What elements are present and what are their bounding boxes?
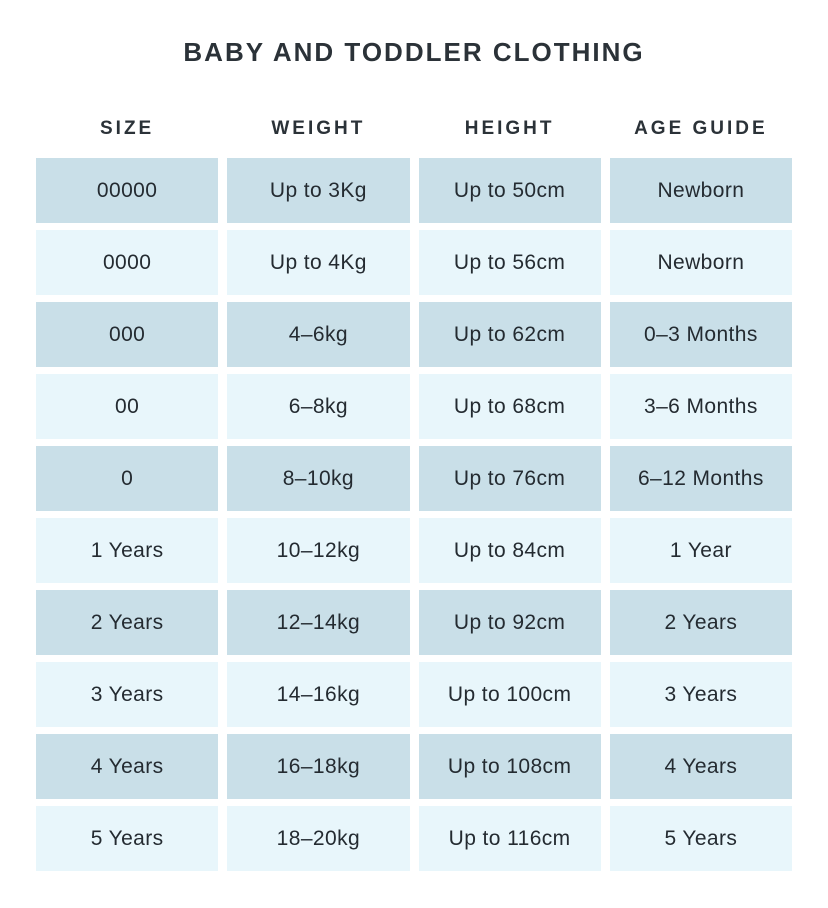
table-cell: 3–6 Months bbox=[610, 374, 792, 439]
table-cell: 0000 bbox=[36, 230, 218, 295]
table-cell: 0–3 Months bbox=[610, 302, 792, 367]
table-cell: Up to 56cm bbox=[419, 230, 601, 295]
table-cell: Up to 108cm bbox=[419, 734, 601, 799]
table-cell: 10–12kg bbox=[227, 518, 409, 583]
table-cell: 1 Years bbox=[36, 518, 218, 583]
size-table bbox=[36, 158, 792, 871]
table-cell: 00000 bbox=[36, 158, 218, 223]
table-cell: 2 Years bbox=[610, 590, 792, 655]
table-cell: Up to 84cm bbox=[419, 518, 601, 583]
table-cell: 5 Years bbox=[36, 806, 218, 871]
table-cell: 18–20kg bbox=[227, 806, 409, 871]
column-header-height: HEIGHT bbox=[464, 118, 555, 139]
table-cell: 4 Years bbox=[610, 734, 792, 799]
column-header-weight: WEIGHT bbox=[271, 118, 366, 139]
column-header-size: SIZE bbox=[100, 118, 155, 139]
table-cell: Up to 3Kg bbox=[227, 158, 409, 223]
table-header-row bbox=[36, 118, 792, 140]
table-cell: Up to 76cm bbox=[419, 446, 601, 511]
page-title: BABY AND TODDLER CLOTHING bbox=[183, 37, 645, 67]
table-cell: 8–10kg bbox=[227, 446, 409, 511]
table-cell: 12–14kg bbox=[227, 590, 409, 655]
table-cell: 3 Years bbox=[36, 662, 218, 727]
table-cell: 6–8kg bbox=[227, 374, 409, 439]
table-cell: 00 bbox=[36, 374, 218, 439]
table-cell: 000 bbox=[36, 302, 218, 367]
table-cell: 6–12 Months bbox=[610, 446, 792, 511]
table-cell: 2 Years bbox=[36, 590, 218, 655]
table-cell: 16–18kg bbox=[227, 734, 409, 799]
table-cell: 1 Year bbox=[610, 518, 792, 583]
column-header-age-guide: AGE GUIDE bbox=[634, 118, 768, 139]
table-cell: Up to 4Kg bbox=[227, 230, 409, 295]
table-cell: Up to 50cm bbox=[419, 158, 601, 223]
table-cell: 3 Years bbox=[610, 662, 792, 727]
table-cell: Up to 62cm bbox=[419, 302, 601, 367]
table-cell: Up to 116cm bbox=[419, 806, 601, 871]
table-cell: 4–6kg bbox=[227, 302, 409, 367]
table-cell: Newborn bbox=[610, 158, 792, 223]
table-cell: 5 Years bbox=[610, 806, 792, 871]
table-cell: 14–16kg bbox=[227, 662, 409, 727]
table-cell: Up to 100cm bbox=[419, 662, 601, 727]
table-cell: Up to 92cm bbox=[419, 590, 601, 655]
table-cell: 4 Years bbox=[36, 734, 218, 799]
table-cell: 0 bbox=[36, 446, 218, 511]
table-cell: Newborn bbox=[610, 230, 792, 295]
table-cell: Up to 68cm bbox=[419, 374, 601, 439]
